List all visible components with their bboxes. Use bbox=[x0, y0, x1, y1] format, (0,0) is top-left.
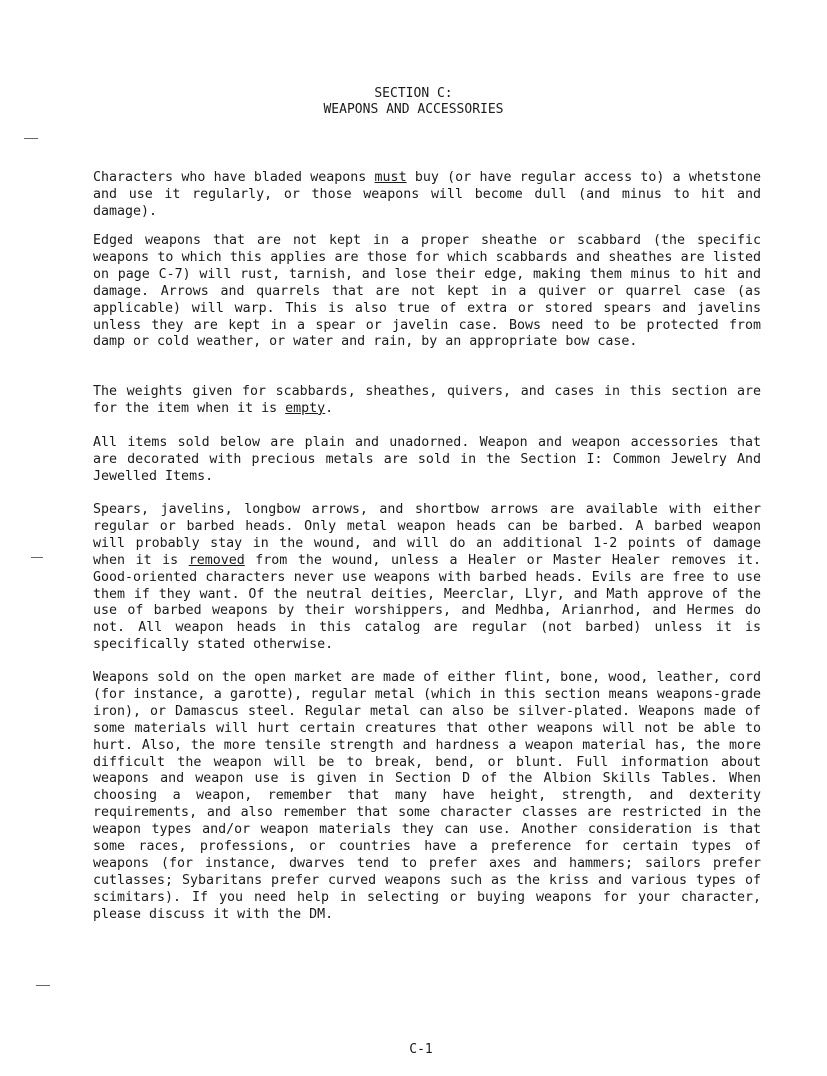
scan-mark bbox=[36, 985, 50, 986]
underlined-word: must bbox=[374, 170, 407, 185]
paragraph-text: The weights given for scabbards, sheathes, quivers, and cases in this section are for the item when it is bbox=[93, 384, 761, 416]
paragraph-text: . bbox=[325, 400, 334, 416]
paragraph-text: from the wound, unless a Healer or Master Healer removes it. Good-oriented characters never use weapons with barbed heads. Evils are free to use them if they want. Of the neutral deities, Meerclar, Llyr, and Math approve of the use of barbed weapons by their worshippers, and Medhba, Arianrhod, and Hermes do not. All weapon heads in this catalog are regular (not barbed) unless it is specifically stated otherwise. bbox=[93, 552, 761, 653]
paragraph-text: buy (or have regular access to) a whetstone and use it regularly, or those weapons will become dull (and minus to hit and damage). bbox=[93, 170, 761, 219]
paragraph-barbed-heads bbox=[93, 502, 761, 654]
scan-mark bbox=[31, 557, 43, 558]
paragraph-weapon-materials: Weapons sold on the open market are made of either flint, bone, wood, leather, cord (for instance, a garotte), regular metal (which in this section means weapons-grade iron), or Damascus steel. Regular metal can also be silver-plated. Weapons made of some materials will hurt certain creatures that other weapons will not be able to hurt. Also, the more tensile strength and hardness a weapon material has, the more difficult the weapon will be to break, bend, or blunt. Full information about weapons and weapon use is given in Section D of the Albion Skills Tables. When choosing a weapon, remember that many have height, strength, and dexterity requirements, and also remember that some character classes are restricted in the weapon types and/or weapon materials they can use. Another consideration is that some races, professions, or countries have a preference for certain types of weapons (for instance, dwarves tend to prefer axes and hammers; sailors prefer cutlasses; Sybaritans prefer curved weapons such as the kriss and various types of scimitars). If you need help in selecting or buying weapons for your character, please discuss it with the DM. bbox=[93, 670, 761, 922]
scan-mark bbox=[24, 138, 38, 139]
page-number: C-1 bbox=[409, 1042, 433, 1057]
paragraph-weights bbox=[93, 384, 761, 418]
paragraph-plain-items: All items sold below are plain and unadorned. Weapon and weapon accessories that are decorated with precious metals are sold in the Section I: Common Jewelry And Jewelled Items. bbox=[93, 435, 761, 484]
section-subtitle: WEAPONS AND ACCESSORIES bbox=[323, 102, 504, 117]
underlined-word: empty bbox=[285, 400, 326, 416]
paragraph-whetstone bbox=[93, 170, 761, 221]
paragraph-text: Spears, javelins, longbow arrows, and shortbow arrows are available with either regular or barbed heads. Only metal weapon heads can be barbed. A barbed weapon will probably stay in the wound, and will do an additional 1-2 points of damage when it is bbox=[93, 502, 761, 568]
paragraph-text: Characters who have bladed weapons bbox=[93, 170, 375, 185]
section-title: SECTION C: bbox=[374, 86, 453, 101]
paragraph-sheathes: Edged weapons that are not kept in a proper sheathe or scabbard (the specific weapons to which this applies are those for which scabbards and sheathes are listed on page C-7) will rust, tarnish, and lose their edge, making them minus to hit and damage. Arrows and quarrels that are not kept in a quiver or quarrel case (as applicable) will warp. This is also true of extra or stored spears and javelins unless they are kept in a spear or javelin case. Bows need to be protected from damp or cold weather, or water and rain, by an appropriate bow case. bbox=[93, 233, 761, 350]
underlined-word: removed bbox=[188, 552, 245, 568]
